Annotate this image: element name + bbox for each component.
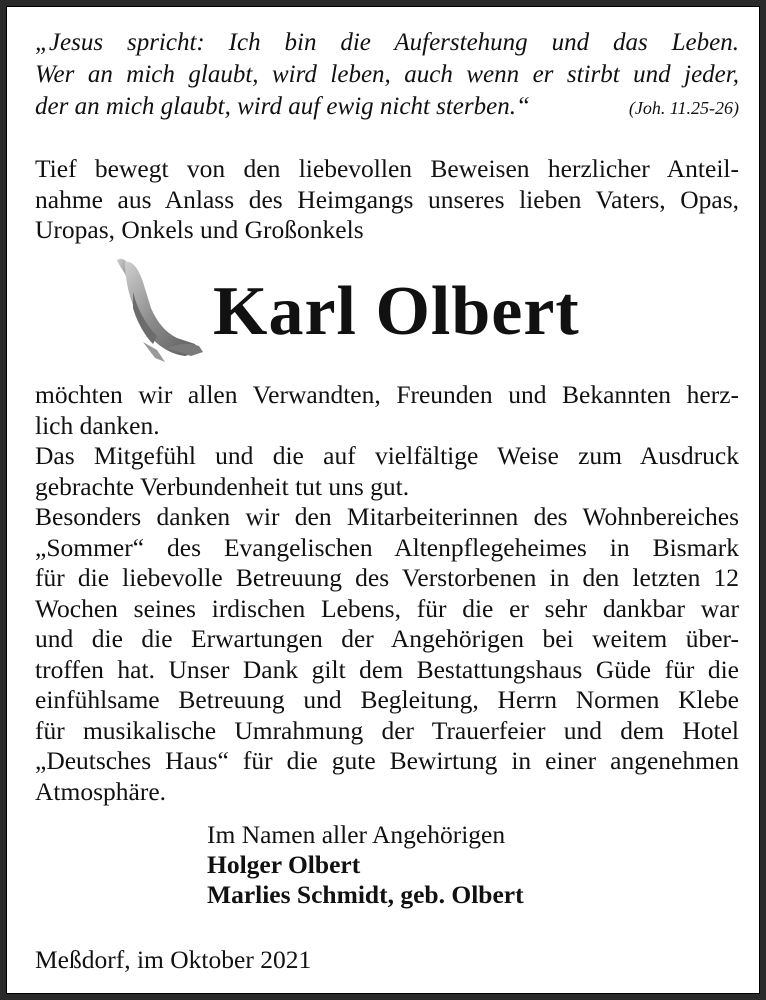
signature-block — [207, 820, 524, 910]
quote-line: der an mich glaubt, wird auf ewig nicht sterben.“ — [35, 93, 530, 120]
praying-hands-icon — [107, 252, 207, 372]
body-line: möchten wir allen Verwandten, Freunden und Bekannten herz- — [35, 380, 739, 409]
signatory-name: Holger Olbert — [207, 850, 361, 879]
signatory-name: Marlies Schmidt, geb. Olbert — [207, 880, 524, 909]
quote-reference: (Joh. 11.25-26) — [628, 98, 739, 118]
quote-line: „Jesus spricht: Ich bin die Auferstehung und das Leben. — [35, 29, 739, 56]
body-line: einfühlsame Betreuung und Begleitung, Herrn Normen Klebe — [35, 685, 739, 714]
body-line: troffen hat. Unser Dank gilt dem Bestattungshaus Güde für die — [35, 654, 739, 684]
body-line: Atmosphäre. — [35, 776, 167, 806]
signature-intro: Im Namen aller Angehörigen — [207, 820, 506, 849]
body-line: „Deutsches Haus“ für die gute Bewirtung in einer angenehmen — [35, 746, 739, 775]
obituary-notice — [6, 6, 760, 994]
bible-quote — [35, 27, 739, 124]
body-line: „Sommer“ des Evangelischen Altenpflegeheimes in Bismark — [35, 532, 739, 562]
quote-last-line — [35, 91, 739, 124]
body-line: Besonders danken wir den Mitarbeiterinnen des Wohnbereiches — [35, 502, 739, 531]
deceased-name: Karl Olbert — [213, 273, 580, 350]
name-row — [35, 252, 739, 372]
body-line: Wochen seines irdischen Lebens, für die er sehr dankbar war — [35, 593, 739, 623]
intro-line: nahme aus Anlass des Heimgangs unseres lieben Vaters, Opas, — [35, 184, 739, 214]
body-line: für die liebevolle Betreuung des Verstorbenen in den letzten 12 — [35, 563, 739, 592]
intro-line: Uropas, Onkels und Großonkels — [35, 215, 364, 244]
body-line: lich danken. — [35, 410, 160, 440]
body-line: und die die Erwartungen der Angehörigen bei weitem über- — [35, 624, 739, 653]
place-date: Meßdorf, im Oktober 2021 — [35, 945, 312, 974]
thanks-paragraph — [35, 380, 739, 807]
intro-paragraph — [35, 154, 739, 246]
notice-content — [35, 27, 739, 974]
body-line: für musikalische Umrahmung der Trauerfeier und dem Hotel — [35, 715, 739, 745]
intro-line: Tief bewegt von den liebevollen Beweisen herzlicher Anteil- — [35, 154, 739, 183]
body-line: gebrachte Verbundenheit tut uns gut. — [35, 471, 410, 501]
quote-line: Wer an mich glaubt, wird leben, auch wenn er stirbt und jeder, — [35, 61, 739, 88]
body-line: Das Mitgefühl und die auf vielfältige Weise zum Ausdruck — [35, 441, 739, 470]
